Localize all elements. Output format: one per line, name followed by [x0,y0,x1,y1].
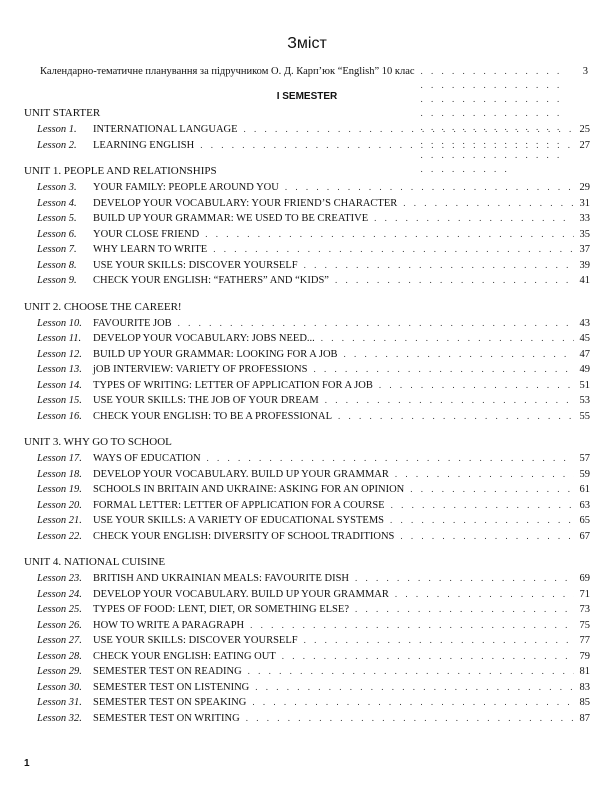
dot-leader [178,316,574,332]
lesson-title: BUILD UP YOUR GRAMMAR: LOOKING FOR A JOB [93,348,338,360]
toc-entry[interactable] [24,467,590,483]
lesson-page-number: 69 [579,573,590,584]
lesson-title: WAYS OF EDUCATION [93,453,201,464]
lesson-label: Lesson 15. [37,395,82,406]
dot-leader [321,331,574,347]
dot-leader [379,378,574,394]
lesson-title: CHECK YOUR ENGLISH: TO BE A PROFESSIONAL [93,410,333,422]
unit-section [24,435,590,544]
unit-section [24,106,590,153]
lesson-label: Lesson 21. [37,515,82,526]
lesson-label: Lesson 5. [37,213,77,224]
lesson-title: SEMESTER TEST ON READING [93,666,242,677]
lesson-title: DEVELOP YOUR VOCABULARY: JOBS NEED... [93,333,315,344]
dot-leader [304,258,574,274]
dot-leader [313,362,574,378]
lesson-page-number: 29 [579,182,590,193]
dot-leader [338,409,574,425]
lesson-page-number: 57 [579,453,590,464]
lesson-page-number: 47 [579,348,590,360]
toc-entry[interactable] [24,122,590,138]
lesson-title: TYPES OF WRITING: LETTER OF APPLICATION FOR A JOB [93,379,373,391]
dot-leader [344,347,574,363]
lesson-title: YOUR CLOSE FRIEND [93,228,200,240]
lesson-page-number: 87 [579,712,590,724]
toc-entry[interactable] [24,258,590,274]
lesson-label: Lesson 12. [37,348,82,360]
dot-leader [200,138,574,154]
lesson-title: CHECK YOUR ENGLISH: DIVERSITY OF SCHOOL TRADITIONS [93,530,395,542]
lesson-title: USE YOUR SKILLS: DISCOVER YOURSELF [93,259,298,271]
intro-page-number: 3 [582,66,588,77]
dot-leader [355,571,574,587]
page-title: Зміст [287,35,327,52]
lesson-title: DEVELOP YOUR VOCABULARY. BUILD UP YOUR GRAMMAR [93,588,389,600]
dot-leader [304,633,574,649]
lesson-label: Lesson 10. [37,317,82,329]
document-page [24,0,590,800]
toc-entry[interactable] [24,331,590,347]
lesson-label: Lesson 24. [37,588,82,600]
toc-entry[interactable] [24,273,590,289]
dot-leader [248,664,574,680]
lesson-page-number: 41 [579,275,590,286]
lesson-title: FORMAL LETTER: LETTER OF APPLICATION FOR A COURSE [93,499,385,511]
dot-leader [252,695,574,711]
dot-leader [213,242,574,258]
lesson-label: Lesson 4. [37,197,77,209]
lesson-title: CHECK YOUR ENGLISH: “FATHERS” AND “KIDS” [93,275,329,286]
lesson-label: Lesson 18. [37,468,82,480]
lesson-page-number: 85 [579,697,590,708]
lesson-title: SEMESTER TEST ON SPEAKING [93,697,247,708]
lesson-label: Lesson 20. [37,499,82,511]
toc-entry[interactable] [24,316,590,332]
dot-leader [391,498,574,514]
lesson-title: YOUR FAMILY: PEOPLE AROUND YOU [93,182,279,193]
lesson-title: SEMESTER TEST ON WRITING [93,712,240,724]
lesson-page-number: 67 [579,530,590,542]
toc-entry[interactable] [24,587,590,603]
lesson-page-number: 71 [579,588,590,600]
lesson-page-number: 43 [579,317,590,329]
lesson-label: Lesson 25. [37,604,82,615]
dot-leader [400,529,574,545]
semester-heading: I SEMESTER [276,91,338,102]
lesson-label: Lesson 31. [37,697,82,708]
lesson-page-number: 77 [579,635,590,646]
lesson-label: Lesson 1. [37,124,77,135]
lesson-label: Lesson 7. [37,244,77,255]
unit-heading: UNIT 1. PEOPLE AND RELATIONSHIPS [24,165,217,177]
dot-leader [285,180,574,196]
toc-entry[interactable] [24,498,590,514]
lesson-title: LEARNING ENGLISH [93,139,195,151]
toc-entry[interactable] [24,180,590,196]
lesson-label: Lesson 22. [37,530,82,542]
dot-leader [390,513,574,529]
toc-entry[interactable] [24,529,590,545]
toc-entry[interactable] [24,649,590,665]
lesson-title: HOW TO WRITE A PARAGRAPH [93,619,245,631]
lesson-page-number: 53 [579,395,590,406]
lesson-label: Lesson 19. [37,484,82,495]
lesson-title: TYPES OF FOOD: LENT, DIET, OR SOMETHING ELSE? [93,604,349,615]
lesson-label: Lesson 9. [37,275,77,286]
dot-leader [255,680,574,696]
toc-entry[interactable] [24,571,590,587]
dot-leader [250,618,574,634]
dot-leader [374,211,574,227]
toc-entry[interactable] [24,196,590,212]
unit-heading: UNIT 2. CHOOSE THE CAREER! [24,300,182,313]
lesson-label: Lesson 29. [37,666,82,677]
lesson-label: Lesson 27. [37,635,82,646]
lesson-title: DEVELOP YOUR VOCABULARY. BUILD UP YOUR GRAMMAR [93,468,389,480]
dot-leader [246,711,574,727]
toc-entry[interactable] [24,513,590,529]
lesson-page-number: 35 [579,228,590,240]
lesson-label: Lesson 3. [37,182,77,193]
lesson-title: CHECK YOUR ENGLISH: EATING OUT [93,650,276,662]
lesson-page-number: 83 [579,681,590,693]
lesson-page-number: 31 [579,197,590,209]
lesson-page-number: 65 [579,515,590,526]
lesson-page-number: 45 [579,333,590,344]
lesson-label: Lesson 6. [37,228,77,240]
lesson-title: SEMESTER TEST ON LISTENING [93,681,250,693]
lesson-page-number: 59 [579,468,590,480]
toc-entry[interactable] [24,211,590,227]
toc-entry[interactable] [24,227,590,243]
lesson-title: jOB INTERVIEW: VARIETY OF PROFESSIONS [93,364,308,375]
dot-leader [282,649,574,665]
lesson-label: Lesson 16. [37,410,82,422]
unit-heading: UNIT 4. NATIONAL CUISINE [24,556,166,568]
lesson-label: Lesson 14. [37,379,82,391]
toc-entry[interactable] [24,633,590,649]
lesson-label: Lesson 28. [37,650,82,662]
lesson-title: INTERNATIONAL LANGUAGE [93,124,238,135]
dot-leader [410,482,574,498]
toc-entry[interactable] [24,618,590,634]
unit-section [24,555,590,726]
toc-entry[interactable] [24,602,590,618]
lesson-page-number: 63 [579,499,590,511]
dot-leader [395,467,574,483]
table-of-contents [24,106,590,737]
toc-entry[interactable] [24,482,590,498]
unit-heading: UNIT STARTER [24,107,101,119]
toc-entry[interactable] [24,664,590,680]
lesson-label: Lesson 2. [37,139,77,151]
lesson-label: Lesson 11. [37,333,82,344]
lesson-title: FAVOURITE JOB [93,317,172,329]
lesson-title: DEVELOP YOUR VOCABULARY: YOUR FRIEND’S CHARACTER [93,197,398,209]
dot-leader [325,393,574,409]
lesson-page-number: 75 [579,619,590,631]
lesson-label: Lesson 23. [37,573,82,584]
lesson-page-number: 25 [579,124,590,135]
toc-entry[interactable] [24,378,590,394]
toc-entry[interactable] [24,680,590,696]
toc-entry[interactable] [24,695,590,711]
toc-entry[interactable] [24,393,590,409]
lesson-page-number: 27 [579,139,590,151]
lesson-title: USE YOUR SKILLS: THE JOB OF YOUR DREAM [93,395,319,406]
dot-leader [207,451,574,467]
lesson-label: Lesson 17. [37,453,82,464]
lesson-label: Lesson 8. [37,259,77,271]
toc-entry[interactable] [24,138,590,154]
lesson-title: USE YOUR SKILLS: A VARIETY OF EDUCATIONAL SYSTEMS [93,515,385,526]
lesson-label: Lesson 30. [37,681,82,693]
toc-entry[interactable] [24,242,590,258]
lesson-title: USE YOUR SKILLS: DISCOVER YOURSELF [93,635,298,646]
dot-leader [403,196,574,212]
lesson-label: Lesson 13. [37,364,82,375]
unit-section [24,164,590,289]
dot-leader [355,602,574,618]
lesson-page-number: 55 [579,410,590,422]
lesson-page-number: 37 [579,244,590,255]
lesson-page-number: 81 [579,666,590,677]
dot-leader [205,227,574,243]
lesson-page-number: 51 [579,379,590,391]
lesson-title: WHY LEARN TO WRITE [93,244,208,255]
toc-entry[interactable] [24,409,590,425]
unit-heading: UNIT 3. WHY GO TO SCHOOL [24,436,172,448]
unit-section [24,300,590,425]
lesson-page-number: 73 [579,604,590,615]
lesson-page-number: 33 [579,213,590,224]
dot-leader [335,273,574,289]
toc-entry[interactable] [24,711,590,727]
lesson-page-number: 79 [579,650,590,662]
toc-entry[interactable] [24,362,590,378]
lesson-page-number: 49 [579,364,590,375]
lesson-page-number: 61 [579,484,590,495]
toc-entry[interactable] [24,347,590,363]
intro-text: Календарно-тематичне планування за підручником О. Д. Карп’юк “English” 10 клас [40,66,415,77]
toc-entry[interactable] [24,451,590,467]
lesson-title: SCHOOLS IN BRITAIN AND UKRAINE: ASKING FOR AN OPINION [93,484,405,495]
lesson-label: Lesson 26. [37,619,82,631]
footer-page-number: 1 [24,758,30,769]
lesson-title: BRITISH AND UKRAINIAN MEALS: FAVOURITE DISH [93,573,349,584]
lesson-title: BUILD UP YOUR GRAMMAR: WE USED TO BE CREATIVE [93,213,369,224]
lesson-label: Lesson 32. [37,712,82,724]
dot-leader [244,122,574,138]
dot-leader [395,587,574,603]
lesson-page-number: 39 [579,259,590,271]
